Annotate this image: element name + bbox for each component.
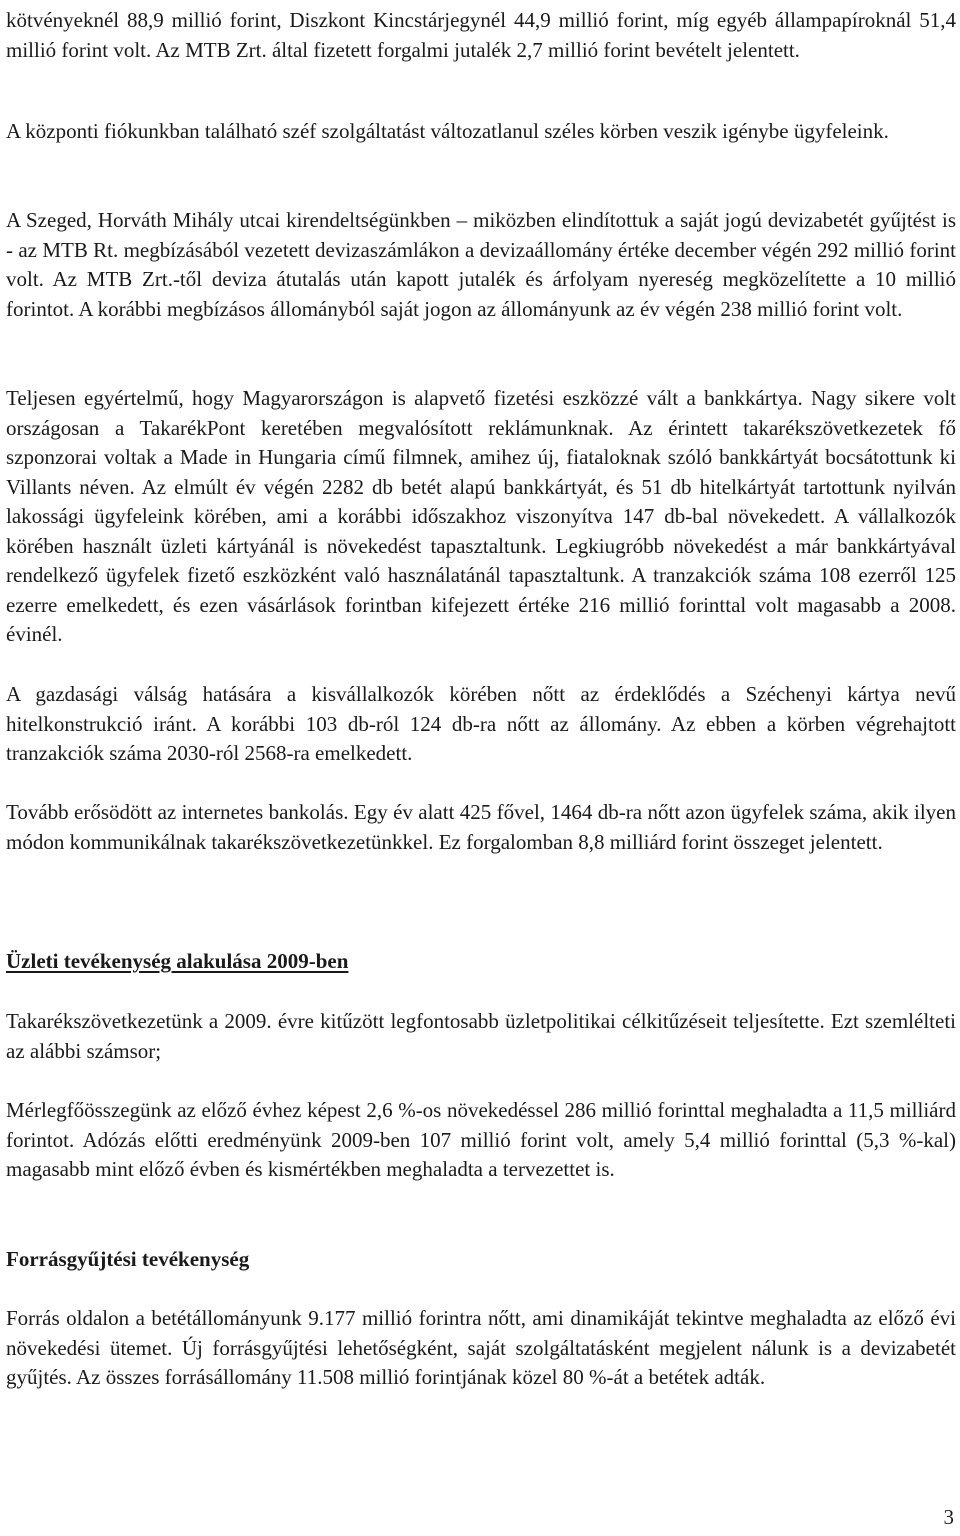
- section-heading-funding: Forrásgyűjtési tevékenység: [6, 1247, 250, 1271]
- paragraph-safe-service: A központi fiókunkban található széf szolgáltatást változatlanul széles körben veszik igénybe ügyfeleink.: [6, 119, 889, 143]
- paragraph-securities-income: kötvényeknél 88,9 millió forint, Diszkont Kincstárjegynél 44,9 millió forint, míg egyéb állampapíroknál 51,4 millió forint volt. Az MTB Zrt. által fizetett forgalmi jutalék 2,7 millió forint bevételt jelentett.: [6, 8, 956, 62]
- paragraph-bank-cards: Teljesen egyértelmű, hogy Magyarországon is alapvető fizetési eszközzé vált a bankkártya. Nagy sikere volt országosan a TakarékPont keretében megvalósított reklámunknak. Az érintett takarékszövetkezetek fő szponzorai voltak a Made in Hungaria című filmnek, amihez új, fiataloknak szóló bankkártyát bocsátottunk ki Villants néven. Az elmúlt év végén 2282 db betét alapú bankkártyát, és 51 db hitelkártyát tartottunk nyilván lakossági ügyfeleink körében, ami a korábbi időszakhoz viszonyítva 147 db-bal növekedett. A vállalkozók körében használt üzleti kártyánál is növekedést tapasztaltunk. Legkiugróbb növekedést a már bankkártyával rendelkező ügyfelek fizető eszközként való használatánál tapasztaltunk. A tranzakciók száma 108 ezerről 125 ezerre emelkedett, és ezen vásárlások forintban kifejezett értéke 216 millió forinttal volt magasabb a 2008. évinél.: [6, 386, 956, 646]
- paragraph-szeged-branch: A Szeged, Horváth Mihály utcai kirendeltségünkben – miközben elindítottuk a saját jogú devizabetét gyűjtést is - az MTB Rt. megbízásából vezetett devizaszámlákon a devizaállomány értéke december végén 292 millió forint volt. Az MTB Zrt.-től deviza átutalás után kapott jutalék és árfolyam nyereség megközelítette a 10 millió forintot. A korábbi megbízásos állományból saját jogon az állományunk az év végén 238 millió forint volt.: [6, 208, 956, 321]
- paragraph-balance-sheet: Mérlegfőösszegünk az előző évhez képest 2,6 %-os növekedéssel 286 millió forinttal meghaladta a 11,5 milliárd forintot. Adózás előtti eredményünk 2009-ben 107 millió forint volt, amely 5,4 millió forinttal (5,3 %-kal) magasabb mint előző évben és kismértékben meghaladta a tervezettet is.: [6, 1098, 956, 1181]
- section-heading-business-2009: Üzleti tevékenység alakulása 2009-ben: [6, 949, 349, 973]
- paragraph-szechenyi-card: A gazdasági válság hatására a kisvállalkozók körében nőtt az érdeklődés a Széchenyi kártya nevű hitelkonstrukció iránt. A korábbi 103 db-ról 124 db-ra nőtt az állomány. Az ebben a körben végrehajtott tranzakciók száma 2030-ról 2568-ra emelkedett.: [6, 682, 956, 765]
- page-number: 3: [943, 1505, 954, 1529]
- paragraph-internet-banking: Tovább erősödött az internetes bankolás. Egy év alatt 425 fővel, 1464 db-ra nőtt azon ügyfelek száma, akik ilyen módon kommunikálnak takarékszövetkezetünkkel. Ez forgalomban 8,8 milliárd forint összeget jelentett.: [6, 800, 956, 854]
- paragraph-deposits: Forrás oldalon a betétállományunk 9.177 millió forintra nőtt, ami dinamikáját tekintve meghaladta az előző évi növekedési ütemet. Új forrásgyűjtési lehetőségként, saját szolgáltatásként megjelent nálunk is a devizabetét gyűjtés. Az összes forrásállomány 11.508 millió forintjának közel 80 %-át a betétek adták.: [6, 1306, 956, 1389]
- paragraph-business-goals: Takarékszövetkezetünk a 2009. évre kitűzött legfontosabb üzletpolitikai célkitűzéseit teljesítette. Ezt szemlélteti az alábbi számsor;: [6, 1009, 956, 1063]
